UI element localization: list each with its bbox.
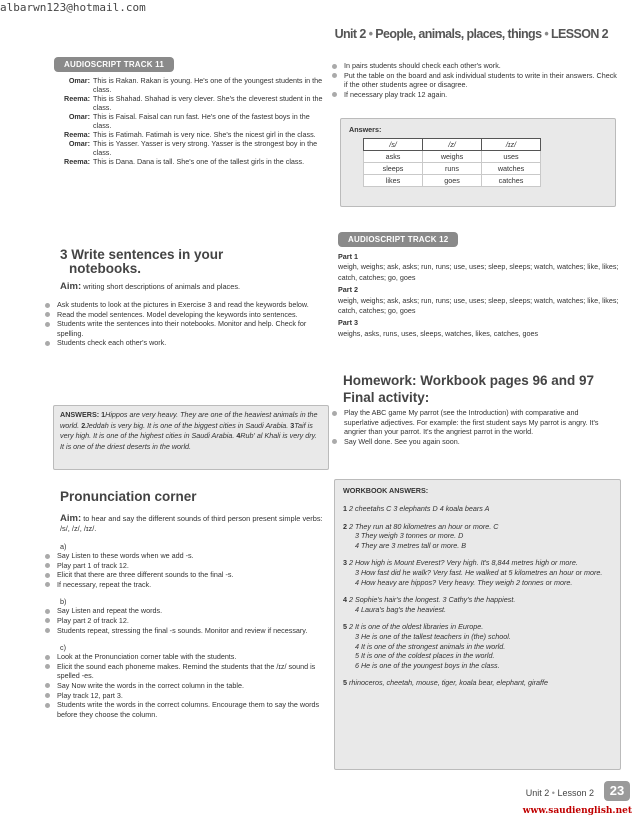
answer-text: 5 It is one of the coldest places in the world. bbox=[355, 651, 495, 661]
workbook-line bbox=[343, 568, 612, 578]
bullet-item: Say Listen to these words when we add -s. bbox=[44, 551, 329, 561]
exercise-number: 4 bbox=[343, 595, 347, 605]
answer-text: Taif is very high. It is one of the highest cities in Saudi Arabia. bbox=[60, 420, 313, 441]
exercise-number: 5 bbox=[343, 622, 347, 632]
answer-text: 3 He is one of the tallest teachers in (the) school. bbox=[355, 631, 511, 641]
table-header-cell: /s/ bbox=[364, 139, 423, 151]
header-sep: • bbox=[544, 27, 549, 41]
table-header-cell: /ɪz/ bbox=[482, 139, 541, 151]
answer-text: 2 They run at 80 kilometres an hour or more. C bbox=[349, 521, 499, 531]
workbook-line bbox=[343, 642, 612, 652]
aim-text: to hear and say the different sounds of third person present simple verbs: /s/, /z/, /ɪz/. bbox=[60, 514, 323, 533]
table-row bbox=[364, 175, 541, 187]
bullet-item: If necessary play track 12 again. bbox=[331, 90, 621, 100]
table-cell: goes bbox=[423, 175, 482, 187]
speaker-name: Reema: bbox=[64, 157, 90, 166]
speaker-text: This is Rakan. Rakan is young. He's one of the youngest students in the class. bbox=[93, 76, 323, 94]
answer-text: 6 He is one of the youngest boys in the class. bbox=[355, 660, 500, 670]
answers-table bbox=[363, 138, 541, 187]
answer-text: 2 cheetahs C 3 elephants D 4 koala bears A bbox=[349, 504, 490, 513]
pronunciation-corner bbox=[44, 490, 334, 719]
part-a-label: a) bbox=[60, 542, 67, 551]
bullet-item: Say Now write the words in the correct column in the table. bbox=[44, 681, 329, 691]
answer-number: 3 bbox=[290, 420, 295, 430]
header-title: People, animals, places, things bbox=[375, 27, 542, 41]
part-a-bullets bbox=[44, 551, 329, 589]
workbook-answers-box bbox=[334, 479, 621, 770]
bullet-item: Students repeat, stressing the final -s sounds. Monitor and review if necessary. bbox=[44, 626, 329, 636]
speaker-name: Reema: bbox=[64, 94, 90, 103]
answer-number: 4 bbox=[236, 431, 241, 441]
bullet-item: Play part 2 of track 12. bbox=[44, 616, 329, 626]
table-row bbox=[364, 151, 541, 163]
audioscript-11-tag: AUDIOSCRIPT TRACK 11 bbox=[54, 57, 174, 72]
answer-text: 3 They weigh 3 tonnes or more. D bbox=[355, 531, 464, 541]
bullet-item: Play part 1 of track 12. bbox=[44, 561, 329, 571]
footer-lesson: Lesson 2 bbox=[557, 788, 594, 798]
bullet-item: In pairs students should check each other's work. bbox=[331, 61, 621, 71]
table-header-cell: /z/ bbox=[423, 139, 482, 151]
part-b-label: b) bbox=[60, 597, 67, 607]
footer-sep: • bbox=[551, 788, 555, 798]
workbook-line bbox=[343, 661, 612, 671]
answer-text: 4 Laura's bag's the heaviest. bbox=[355, 604, 447, 614]
speaker-name: Omar: bbox=[68, 76, 90, 85]
aim-text: writing short descriptions of animals and places. bbox=[83, 282, 241, 291]
pronunciation-aim bbox=[60, 514, 334, 534]
workbook-line bbox=[343, 622, 612, 632]
workbook-line bbox=[343, 504, 612, 514]
script-line bbox=[44, 157, 329, 166]
answers-box bbox=[53, 405, 329, 470]
workbook-line bbox=[343, 558, 612, 568]
workbook-line bbox=[343, 632, 612, 642]
section-3 bbox=[44, 248, 329, 348]
bullet-item: Elicit that there are three different sounds to the final -s. bbox=[44, 570, 329, 580]
bullet-item: Students write the words in the correct columns. Encourage them to say the words before they choose the column. bbox=[44, 700, 329, 719]
final-activity-title: Final activity: bbox=[343, 390, 430, 405]
workbook-label: WORKBOOK ANSWERS: bbox=[343, 486, 429, 495]
exercise-number: 1 bbox=[343, 504, 347, 513]
title-line-1: 3 Write sentences in your bbox=[60, 247, 224, 262]
table-cell: likes bbox=[364, 175, 423, 187]
table-cell: uses bbox=[482, 151, 541, 163]
bullet-item: Say Listen and repeat the words. bbox=[44, 606, 329, 616]
speaker-name: Omar: bbox=[68, 139, 90, 148]
homework-bullet: Say Well done. See you again soon. bbox=[331, 437, 613, 447]
part-text: weigh, weighs; ask, asks; run, runs; use, uses; sleep, sleeps; watch, watches; like, likes; catch, catches; go, goes bbox=[338, 262, 619, 282]
workbook-lines bbox=[343, 504, 612, 688]
script-line bbox=[44, 76, 329, 94]
audioscript-12-parts bbox=[338, 252, 623, 339]
workbook-line bbox=[343, 651, 612, 661]
speaker-text: This is Yasser. Yasser is very strong. Yasser is the strongest boy in the class. bbox=[93, 139, 318, 157]
answer-text: 4 They are 3 metres tall or more. B bbox=[355, 540, 467, 550]
answer-text: Hippos are very heavy. They are one of the heaviest animals in the world. bbox=[60, 410, 318, 430]
answer-text: 2 How high is Mount Everest? Very high. It's 8,844 metres high or more. bbox=[349, 558, 578, 568]
answers-label: ANSWERS: bbox=[60, 410, 100, 419]
header-lesson: LESSON 2 bbox=[550, 27, 608, 41]
bullet-item: Students write the sentences into their notebooks. Monitor and help. Check for spelling. bbox=[44, 319, 314, 338]
answer-text: 2 Sophie's hair's the longest. 3 Cathy's the happiest. bbox=[349, 595, 516, 605]
answers-table-box bbox=[340, 118, 616, 207]
homework-title: Homework: Workbook pages 96 and 97 bbox=[343, 373, 595, 388]
unit-header bbox=[335, 27, 608, 41]
bullet-item: If necessary, repeat the track. bbox=[44, 580, 329, 590]
part-text: weigh, weighs; ask, asks; run, runs; use, uses; sleep, sleeps; watch, watches; like, likes; catch, catches; go, goes bbox=[338, 295, 619, 316]
part-label: Part 3 bbox=[338, 318, 358, 328]
workbook-line bbox=[343, 678, 612, 688]
bullet-item: Look at the Pronunciation corner table with the students. bbox=[44, 652, 329, 662]
table-row bbox=[364, 163, 541, 175]
script-line bbox=[44, 139, 329, 157]
page-footer bbox=[526, 788, 594, 798]
workbook-line bbox=[343, 541, 612, 551]
bullet-item: Ask students to look at the pictures in Exercise 3 and read the keywords below. bbox=[44, 300, 314, 310]
answer-text: 2 It is one of the oldest libraries in Europe. bbox=[349, 622, 484, 632]
audioscript-11-lines bbox=[44, 76, 329, 166]
footer-unit: Unit 2 bbox=[525, 788, 550, 798]
part-b-bullets bbox=[44, 606, 329, 635]
workbook-line bbox=[343, 531, 612, 541]
speaker-text: This is Faisal. Faisal can run fast. He's one of the fastest boys in the class. bbox=[93, 112, 310, 130]
audioscript-11 bbox=[44, 57, 329, 166]
part-label: Part 1 bbox=[338, 252, 358, 261]
table-cell: weighs bbox=[423, 151, 482, 163]
answers-text bbox=[60, 410, 322, 452]
exercise-number: 3 bbox=[343, 558, 347, 568]
answer-text: 3 How fast did he walk? Very fast. He walked at 5 kilometres an hour or more. bbox=[355, 567, 603, 577]
answer-text: Rub' al Khali is very dry. It is one of the driest deserts in the world. bbox=[60, 431, 317, 451]
homework-bullets bbox=[331, 408, 613, 446]
answer-number: 2 bbox=[81, 420, 86, 430]
bullet-item: Play track 12, part 3. bbox=[44, 691, 329, 701]
workbook-line bbox=[343, 578, 612, 588]
section-3-aim bbox=[60, 281, 329, 292]
table-cell: asks bbox=[364, 151, 423, 163]
answer-text: Jeddah is very big. It is one of the biggest cities in Saudi Arabia. bbox=[85, 420, 289, 430]
answer-number: 1 bbox=[101, 410, 106, 419]
part-c-label: c) bbox=[60, 643, 66, 653]
section-3-title bbox=[60, 248, 329, 276]
exercise-number: 5 bbox=[343, 678, 347, 688]
speaker-name: Omar: bbox=[68, 112, 90, 121]
script-line bbox=[44, 112, 329, 130]
bullet-item: Elicit the sound each phoneme makes. Remind the students that the /ɪz/ sound is spelled -es. bbox=[44, 662, 329, 681]
email-watermark: albarwn123@hotmail.com bbox=[0, 1, 146, 14]
table-header-row bbox=[364, 139, 541, 151]
part-c-bullets bbox=[44, 652, 329, 719]
answer-text: 4 How heavy are hippos? Very heavy. They weigh 2 tonnes or more. bbox=[355, 577, 573, 587]
page-number: 23 bbox=[604, 781, 630, 801]
table-cell: runs bbox=[423, 163, 482, 175]
audioscript-12 bbox=[338, 232, 623, 339]
workbook-line bbox=[343, 605, 612, 615]
header-unit: Unit 2 bbox=[334, 27, 366, 41]
speaker-text: This is Shahad. Shahad is very clever. She's the cleverest student in the class. bbox=[93, 94, 323, 112]
script-line bbox=[44, 94, 329, 112]
table-cell: sleeps bbox=[364, 163, 423, 175]
table-cell: catches bbox=[482, 175, 541, 187]
homework-section bbox=[331, 372, 623, 446]
answer-text: rhinoceros, cheetah, mouse, tiger, koala bear, elephant, giraffe bbox=[349, 678, 548, 688]
script-line bbox=[44, 130, 329, 139]
speaker-name: Reema: bbox=[64, 130, 90, 139]
part-label: Part 2 bbox=[338, 285, 358, 295]
workbook-line bbox=[343, 595, 612, 605]
answer-text: 4 It is one of the strongest animals in the world. bbox=[355, 641, 506, 651]
exercise-number: 2 bbox=[343, 521, 347, 531]
section-3-bullets bbox=[44, 300, 314, 348]
website-link[interactable]: www.saudienglish.net bbox=[522, 806, 632, 816]
table-cell: watches bbox=[482, 163, 541, 175]
header-sep: • bbox=[368, 27, 373, 41]
speaker-text: This is Fatimah. Fatimah is very nice. She's the nicest girl in the class. bbox=[93, 130, 316, 139]
pronunciation-title: Pronunciation corner bbox=[60, 489, 197, 504]
bullet-item: Put the table on the board and ask individual students to write in their answers. Check if the other students agree or disagree. bbox=[331, 71, 621, 90]
aim-label: Aim: bbox=[60, 281, 82, 292]
title-line-2: notebooks. bbox=[69, 261, 142, 276]
bullet-item: Read the model sentences. Model developing the keywords into sentences. bbox=[44, 310, 314, 320]
speaker-text: This is Dana. Dana is tall. She's one of the tallest girls in the class. bbox=[93, 157, 305, 166]
right-top-bullets bbox=[331, 61, 621, 99]
aim-label: Aim: bbox=[60, 513, 82, 524]
audioscript-12-tag: AUDIOSCRIPT TRACK 12 bbox=[338, 232, 458, 247]
part-text: weighs, asks, runs, uses, sleeps, watches, likes, catches, goes bbox=[338, 328, 539, 338]
bullet-item: Students check each other's work. bbox=[44, 338, 314, 348]
homework-bullet: Play the ABC game My parrot (see the Introduction) with comparative and superlative adjectives. For example: the first student says My parrot is angry. It's angrier than your parrot. It's the angriest parrot in the world. bbox=[331, 408, 613, 437]
answers-table-label: Answers: bbox=[349, 125, 382, 134]
workbook-line bbox=[343, 522, 612, 532]
